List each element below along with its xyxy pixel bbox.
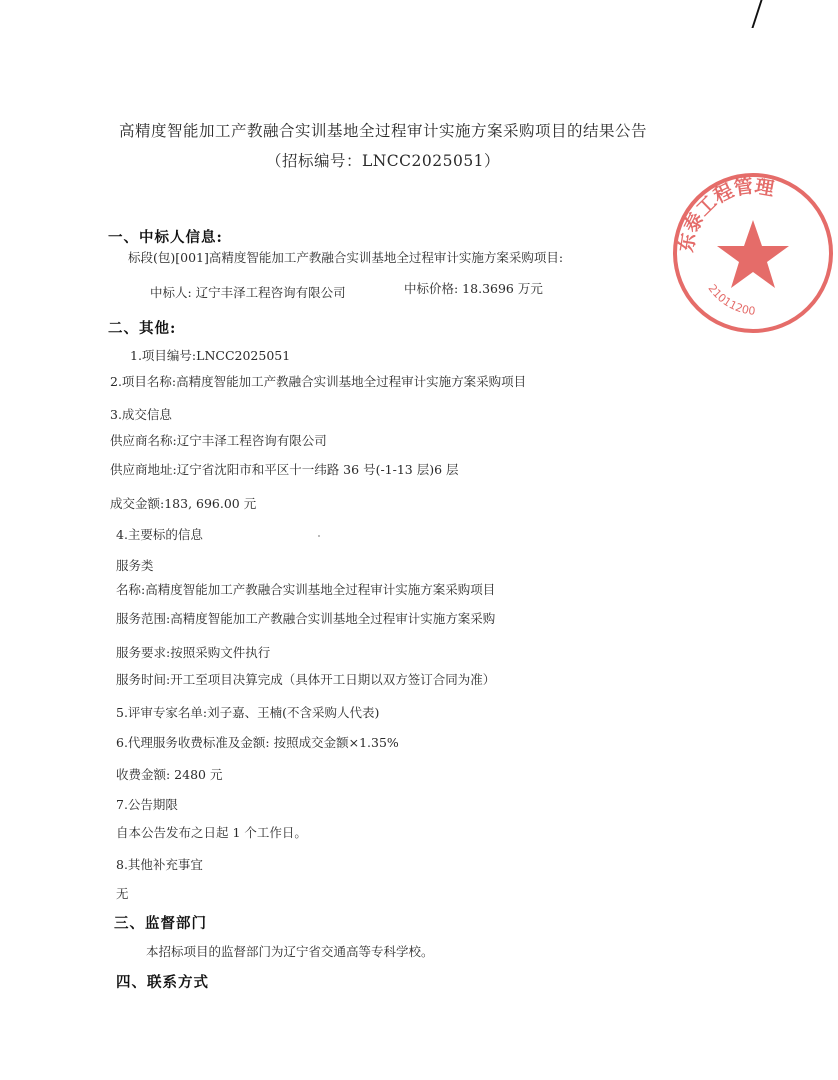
list-item: 4.主要标的信息	[116, 527, 203, 542]
list-item: 8.其他补充事宜	[116, 857, 203, 872]
list-item: 1.项目编号:LNCC2025051	[130, 348, 291, 363]
list-item: 服务时间:开工至项目决算完成（具体开工日期以双方签订合同为准）	[116, 672, 496, 687]
list-item: 供应商地址:辽宁省沈阳市和平区十一纬路 36 号(-1-13 层)6 层	[110, 462, 459, 477]
lot-line: 标段(包)[001]高精度智能加工产教融合实训基地全过程审计实施方案采购项目:	[128, 250, 564, 265]
list-item: 7.公告期限	[116, 797, 178, 812]
section1-heading: 一、中标人信息:	[108, 229, 223, 246]
list-item: 服务类	[116, 558, 154, 573]
list-item: 3.成交信息	[110, 407, 172, 422]
document-subtitle: （招标编号：LNCC2025051）	[265, 152, 501, 170]
supervision-text: 本招标项目的监督部门为辽宁省交通高等专科学校。	[146, 944, 434, 959]
section4-heading: 四、联系方式	[116, 974, 209, 991]
section2-heading: 二、其他:	[108, 320, 177, 337]
page-edge-mark	[739, 0, 762, 28]
list-item: 名称:高精度智能加工产教融合实训基地全过程审计实施方案采购项目	[116, 582, 496, 597]
list-item: 服务要求:按照采购文件执行	[116, 645, 271, 660]
list-item: 成交金额:183, 696.00 元	[110, 496, 257, 511]
official-seal	[668, 168, 838, 338]
seal-star-icon	[717, 220, 789, 288]
list-item: 收费金额: 2480 元	[116, 767, 223, 782]
winner-name: 中标人: 辽宁丰泽工程咨询有限公司	[150, 285, 346, 300]
document-title: 高精度智能加工产教融合实训基地全过程审计实施方案采购项目的结果公告	[118, 122, 647, 140]
list-item: 自本公告发布之日起 1 个工作日。	[116, 825, 307, 840]
list-item: 6.代理服务收费标准及金额: 按照成交金额×1.35%	[116, 735, 399, 750]
seal-text-top: 东泰工程管理	[675, 175, 776, 254]
scan-speck	[318, 535, 320, 537]
list-item: 5.评审专家名单:刘子嘉、王楠(不含采购人代表)	[116, 705, 380, 720]
seal-text-bottom: 21011200	[705, 281, 757, 318]
section3-heading: 三、监督部门	[114, 915, 207, 932]
winning-price: 中标价格: 18.3696 万元	[404, 281, 543, 296]
list-item: 2.项目名称:高精度智能加工产教融合实训基地全过程审计实施方案采购项目	[110, 374, 527, 389]
list-item: 无	[116, 886, 129, 901]
list-item: 服务范围:高精度智能加工产教融合实训基地全过程审计实施方案采购	[116, 611, 496, 626]
list-item: 供应商名称:辽宁丰泽工程咨询有限公司	[110, 433, 327, 448]
